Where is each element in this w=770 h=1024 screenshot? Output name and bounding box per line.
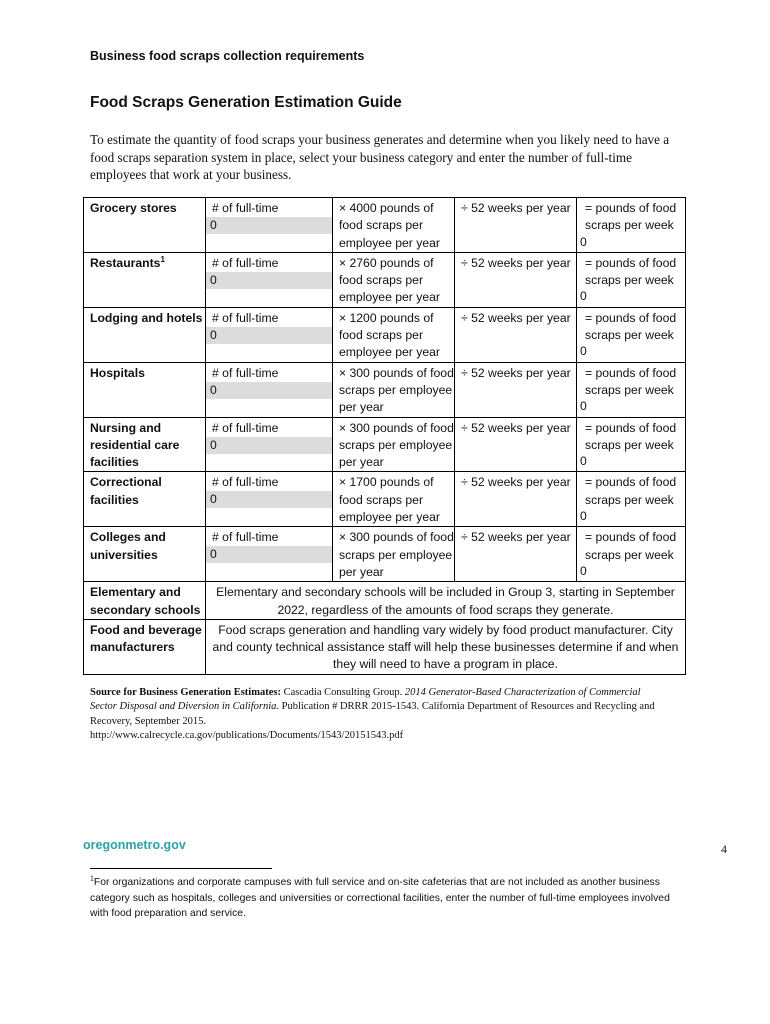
result-cell — [577, 527, 686, 582]
table-row — [84, 198, 686, 253]
footnote — [90, 875, 690, 922]
result-cell — [577, 417, 686, 472]
result-label: = pounds of food scraps per week — [585, 255, 677, 288]
weeks-cell — [455, 252, 577, 307]
category-cell — [84, 417, 206, 472]
weeks-cell — [455, 198, 577, 253]
category-cell — [84, 307, 206, 362]
result-label: = pounds of food scraps per week — [585, 310, 677, 343]
rate-cell — [333, 362, 455, 417]
footnote-mark: 1 — [90, 875, 94, 883]
result-label: = pounds of food scraps per week — [585, 420, 677, 452]
weeks-label: ÷ 52 weeks per year — [461, 420, 571, 435]
employees-input[interactable]: 0 — [206, 217, 332, 234]
result-label: = pounds of food scraps per week — [585, 201, 677, 233]
weeks-label: ÷ 52 weeks per year — [461, 365, 571, 380]
employees-cell — [206, 362, 333, 417]
result-value: 0 — [580, 563, 587, 578]
rate-cell — [333, 252, 455, 307]
table-row — [84, 527, 686, 582]
employees-label: # of full-time — [212, 310, 279, 325]
result-cell — [577, 252, 686, 307]
category-label: Colleges and universities — [90, 530, 166, 562]
page-number: 4 — [721, 842, 727, 856]
source-publication-title: 2014 Generator-Based Characterization of Commercial Sector Disposal and Diversion in California — [90, 687, 641, 713]
employees-cell — [206, 472, 333, 527]
rate-label: × 2760 pounds of food scraps per employee per year — [339, 255, 440, 305]
rate-cell — [333, 307, 455, 362]
rate-cell — [333, 472, 455, 527]
site-link[interactable]: oregonmetro.gov — [83, 838, 186, 852]
employees-input[interactable]: 0 — [206, 437, 332, 454]
result-label: = pounds of food scraps per week — [585, 475, 677, 507]
rate-cell — [333, 527, 455, 582]
estimation-table — [83, 197, 686, 675]
result-label: = pounds of food scraps per week — [585, 530, 677, 562]
category-cell — [84, 619, 206, 674]
weeks-cell — [455, 472, 577, 527]
result-cell — [577, 362, 686, 417]
weeks-cell — [455, 527, 577, 582]
weeks-cell — [455, 307, 577, 362]
employees-input[interactable]: 0 — [206, 491, 332, 508]
source-text: Cascadia Consulting Group. — [283, 687, 403, 698]
employees-label: # of full-time — [212, 420, 279, 435]
category-label: Food and beverage manufacturers — [90, 622, 202, 655]
employees-label: # of full-time — [212, 255, 279, 270]
table-row — [84, 307, 686, 362]
source-url[interactable]: http://www.calrecycle.ca.gov/publications/Documents/1543/20151543.pdf — [90, 729, 404, 741]
category-label: Hospitals — [90, 365, 145, 380]
employees-input[interactable]: 0 — [206, 546, 332, 563]
rate-label: × 4000 pounds of food scraps per employee per year — [339, 201, 440, 250]
result-value: 0 — [580, 289, 587, 304]
result-cell — [577, 472, 686, 527]
table-note-row — [84, 619, 686, 674]
source-citation — [90, 686, 660, 743]
employees-input[interactable]: 0 — [206, 382, 332, 399]
table-row — [84, 252, 686, 307]
category-label: Nursing and residential care facilities — [90, 420, 180, 470]
weeks-label: ÷ 52 weeks per year — [461, 530, 571, 545]
result-value: 0 — [580, 234, 587, 249]
employees-label: # of full-time — [212, 530, 279, 545]
rate-label: × 1200 pounds of food scraps per employee per year — [339, 310, 440, 360]
note-cell: Elementary and secondary schools will be included in Group 3, starting in September 2022, regardless of the amounts of food scraps they generate. — [206, 582, 686, 620]
source-details: . Publication # DRRR 2015-1543. California Department of Resources and Recycling and Recovery, September 2015. — [90, 701, 655, 727]
footnote-ref: 1 — [160, 254, 165, 264]
result-value: 0 — [580, 344, 587, 359]
category-cell — [84, 198, 206, 253]
employees-label: # of full-time — [212, 201, 279, 215]
category-label: Elementary and secondary schools — [90, 585, 201, 617]
result-value: 0 — [580, 509, 587, 524]
employees-cell — [206, 307, 333, 362]
result-label: = pounds of food scraps per week — [585, 365, 677, 397]
employees-input[interactable]: 0 — [206, 272, 332, 289]
rate-label: × 1700 pounds of food scraps per employee per year — [339, 475, 440, 525]
employees-input[interactable]: 0 — [206, 327, 332, 344]
weeks-cell — [455, 362, 577, 417]
employees-cell — [206, 527, 333, 582]
intro-paragraph: To estimate the quantity of food scraps your business generates and determine when you likely need to have a food scraps separation system in place, select your business category and enter the number of full-time employees that work at your business. — [90, 132, 670, 182]
rate-cell — [333, 198, 455, 253]
employees-cell — [206, 198, 333, 253]
result-cell — [577, 307, 686, 362]
weeks-label: ÷ 52 weeks per year — [461, 201, 571, 215]
category-cell — [84, 582, 206, 620]
category-label: Lodging and hotels — [90, 310, 203, 325]
rate-label: × 300 pounds of food scraps per employee per year — [339, 530, 454, 579]
section-header: Business food scraps collection requirements — [90, 49, 365, 63]
employees-cell — [206, 252, 333, 307]
footnote-text: For organizations and corporate campuses with full service and on-site cafeterias that are not included as another business category such as hospitals, colleges and universities or correctional facilities, enter the number of full-time employees involved with food preparation and service. — [90, 877, 670, 919]
table-row — [84, 417, 686, 472]
result-cell — [577, 198, 686, 253]
source-label: Source for Business Generation Estimates: — [90, 687, 281, 698]
weeks-label: ÷ 52 weeks per year — [461, 475, 571, 490]
result-value: 0 — [580, 399, 587, 414]
category-label: Grocery stores — [90, 201, 177, 215]
table-row — [84, 362, 686, 417]
category-label: Correctional facilities — [90, 475, 162, 507]
employees-label: # of full-time — [212, 475, 279, 490]
footnote-divider — [90, 868, 272, 869]
employees-label: # of full-time — [212, 365, 279, 380]
weeks-label: ÷ 52 weeks per year — [461, 255, 571, 270]
employees-cell — [206, 417, 333, 472]
note-cell: Food scraps generation and handling vary widely by food product manufacturer. City and county technical assistance staff will help these businesses determine if and when they will need to have a program in place. — [206, 619, 686, 674]
rate-cell — [333, 417, 455, 472]
result-value: 0 — [580, 454, 587, 469]
category-cell — [84, 252, 206, 307]
table-note-row — [84, 582, 686, 620]
table-row — [84, 472, 686, 527]
page-title: Food Scraps Generation Estimation Guide — [90, 94, 402, 111]
weeks-cell — [455, 417, 577, 472]
category-cell — [84, 362, 206, 417]
category-cell — [84, 527, 206, 582]
rate-label: × 300 pounds of food scraps per employee per year — [339, 365, 454, 415]
rate-label: × 300 pounds of food scraps per employee per year — [339, 420, 454, 470]
weeks-label: ÷ 52 weeks per year — [461, 310, 571, 325]
category-cell — [84, 472, 206, 527]
category-label: Restaurants — [90, 255, 161, 270]
